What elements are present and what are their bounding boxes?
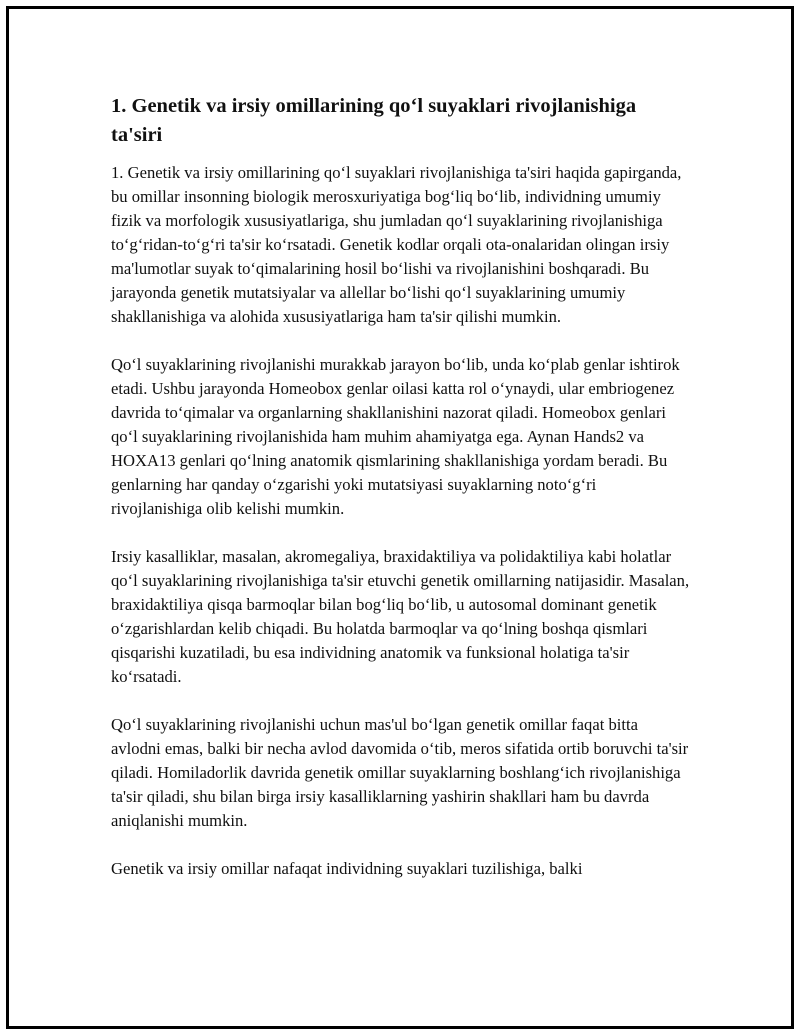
- paragraph-5: Genetik va irsiy omillar nafaqat individning suyaklari tuzilishiga, balki: [111, 859, 583, 878]
- document-body: [111, 92, 691, 905]
- paragraph-3: Irsiy kasalliklar, masalan, akromegaliya, braxidaktiliya va polidaktiliya kabi holatlar qo‘l suyaklarining rivojlanishiga ta'sir etuvchi genetik omillarning natijasidir. Masalan, braxidaktiliya qisqa barmoqlar bilan bog‘liq bo‘lib, u autosomal dominant genetik o‘zgarishlardan kelib chiqadi. Bu holatda barmoqlar va qo‘lning boshqa qismlari qisqarishi kuzatiladi, bu esa individning anatomik va funksional holatiga ta'sir ko‘rsatadi.: [111, 547, 690, 686]
- document-title: 1. Genetik va irsiy omillarining qo‘l suyaklari rivojlanishiga ta'siri: [111, 95, 637, 146]
- paragraph-2: Qo‘l suyaklarining rivojlanishi murakkab jarayon bo‘lib, unda ko‘plab genlar ishtirok etadi. Ushbu jarayonda Homeobox genlar oilasi katta rol o‘ynaydi, ular embriogenez davrida to‘qimalar va organlarning shakllanishini nazorat qiladi. Homeobox genlari qo‘l suyaklarining rivojlanishida ham muhim ahamiyatga ega. Aynan Hands2 va HOXA13 genlari qo‘lning anatomik qismlarining shakllanishiga yordam beradi. Bu genlarning har qanday o‘zgarishi yoki mutatsiyasi suyaklarning noto‘g‘ri rivojlanishiga olib kelishi mumkin.: [111, 355, 680, 518]
- paragraph-1: 1. Genetik va irsiy omillarining qo‘l suyaklari rivojlanishiga ta'siri haqida gapirganda, bu omillar insonning biologik merosxuriyatiga bog‘liq bo‘lib, individning umumiy fizik va morfologik xususiyatlariga, shu jumladan qo‘l suyaklarining rivojlanishiga to‘g‘ridan-to‘g‘ri ta'sir ko‘rsatadi. Genetik kodlar orqali ota-onalaridan olingan irsiy ma'lumotlar suyak to‘qimalarining hosil bo‘lishi va rivojlanishini boshqaradi. Bu jarayonda genetik mutatsiyalar va allellar bo‘lishi qo‘l suyaklarining umumiy shakllanishiga va alohida xususiyatlariga ham ta'sir qilishi mumkin.: [111, 163, 682, 326]
- paragraph-4: Qo‘l suyaklarining rivojlanishi uchun mas'ul bo‘lgan genetik omillar faqat bitta avlodni emas, balki bir necha avlod davomida o‘tib, meros sifatida ortib boruvchi ta'sir qiladi. Homiladorlik davrida genetik omillar suyaklarning boshlang‘ich rivojlanishiga ta'sir qiladi, shu bilan birga irsiy kasalliklarning yashirin shakllari ham bu davrda aniqlanishi mumkin.: [111, 715, 689, 830]
